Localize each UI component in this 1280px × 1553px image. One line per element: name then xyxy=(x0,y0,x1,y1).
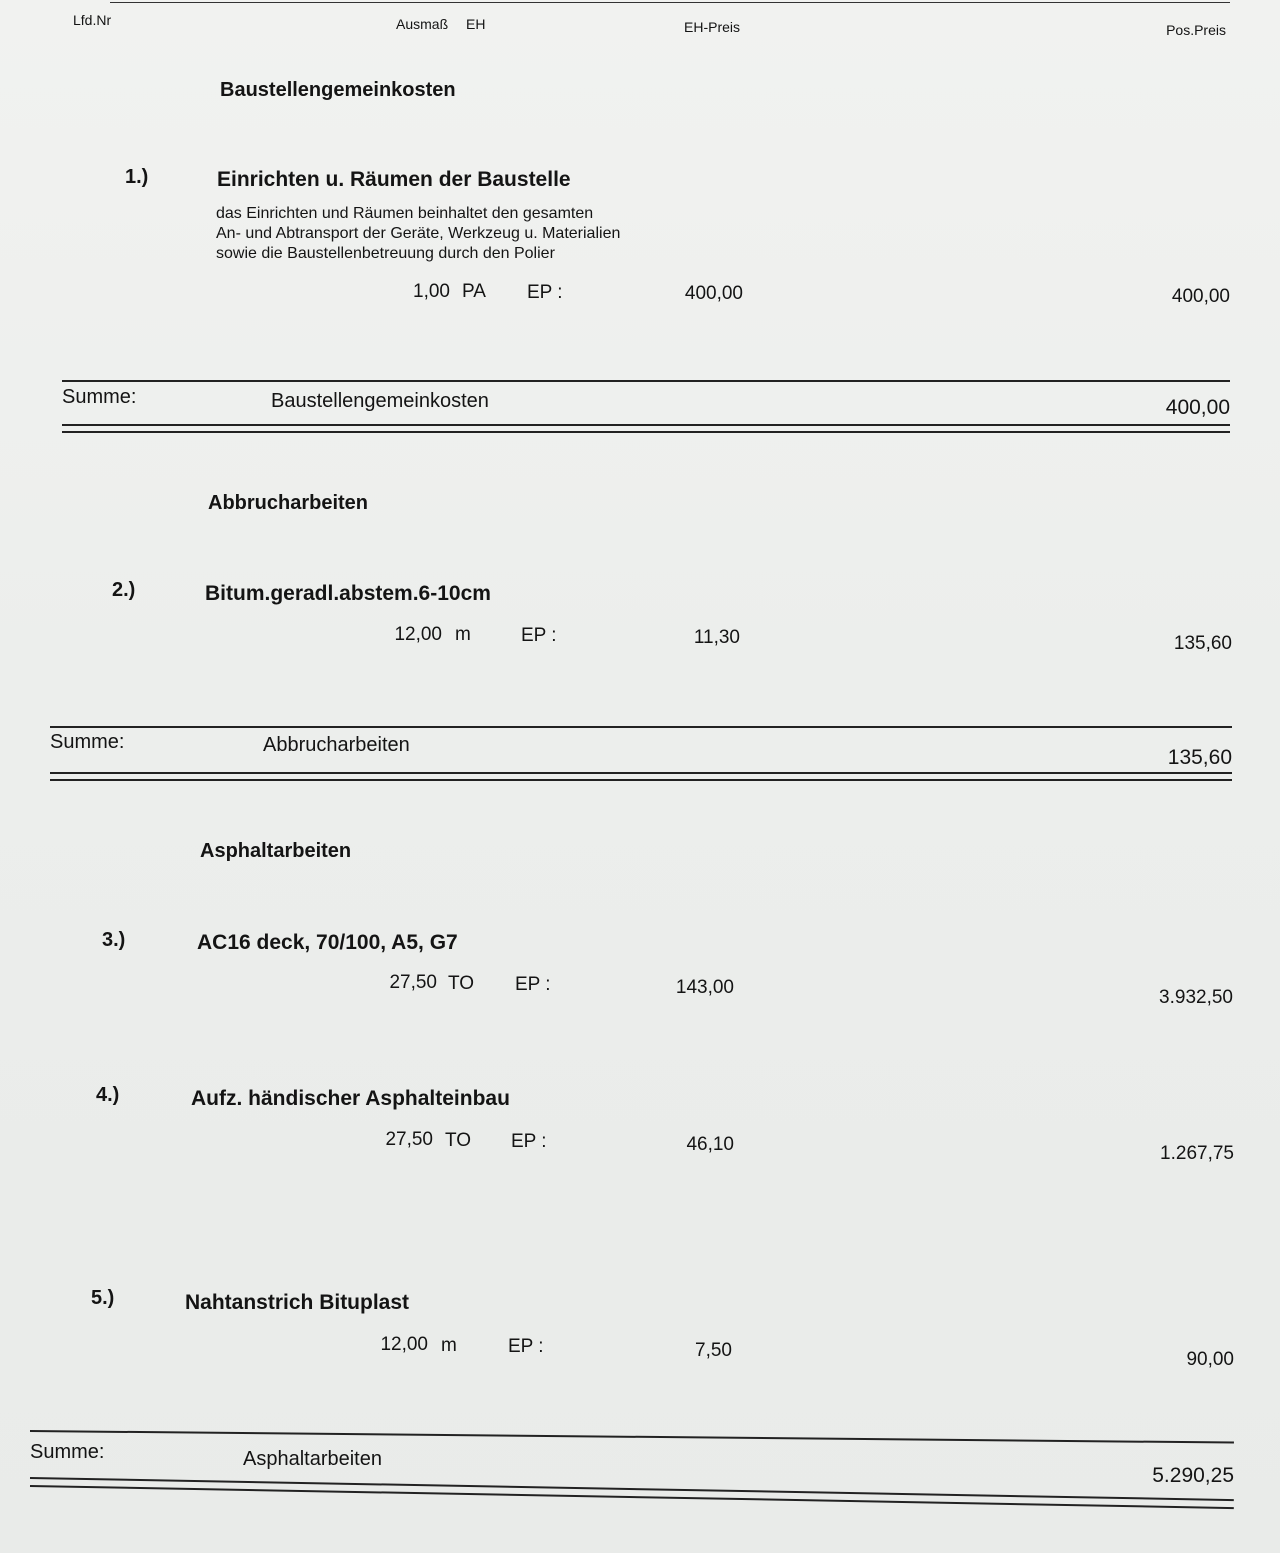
section-title: Baustellengemeinkosten xyxy=(220,79,456,101)
position-title: Einrichten u. Räumen der Baustelle xyxy=(217,168,571,191)
ep-label: EP : xyxy=(511,1131,547,1152)
position-unit: PA xyxy=(462,281,486,302)
top-border-line xyxy=(110,2,1230,3)
position-title: Aufz. händischer Asphalteinbau xyxy=(191,1087,510,1110)
header-col-ehpreis: EH-Preis xyxy=(684,19,741,35)
position-quantity: 27,50 xyxy=(389,972,437,993)
ep-label: EP : xyxy=(521,625,557,646)
header-col-pospreis: Pos.Preis xyxy=(1166,22,1226,38)
ep-label: EP : xyxy=(527,282,563,303)
position-unit: m xyxy=(441,1335,457,1356)
position-unit-price: 11,30 xyxy=(693,627,740,648)
position-description xyxy=(216,204,716,264)
position-number: 5.) xyxy=(91,1287,115,1309)
ep-label: EP : xyxy=(515,974,551,995)
position-number: 3.) xyxy=(102,929,126,951)
description-line: An- und Abtransport der Geräte, Werkzeug u. Materialien xyxy=(216,225,621,242)
sum-double-rule-2 xyxy=(62,431,1230,433)
sum-double-rule-2 xyxy=(50,779,1232,781)
position-quantity: 12,00 xyxy=(380,1334,428,1355)
position-total: 1.267,75 xyxy=(1160,1143,1234,1164)
description-line: das Einrichten und Räumen beinhaltet den gesamten xyxy=(216,205,594,222)
sum-name: Baustellengemeinkosten xyxy=(271,390,489,412)
sum-double-rule-1 xyxy=(50,772,1232,774)
sum-name: Asphaltarbeiten xyxy=(243,1448,382,1470)
position-quantity: 12,00 xyxy=(394,624,442,645)
sum-total: 5.290,25 xyxy=(1152,1464,1234,1487)
position-unit: TO xyxy=(448,973,475,994)
position-unit: TO xyxy=(445,1130,472,1151)
position-quantity: 27,50 xyxy=(385,1129,433,1150)
header-col-nr: Lfd.Nr xyxy=(73,12,112,28)
sum-label: Summe: xyxy=(62,386,137,408)
sum-top-rule xyxy=(62,380,1230,382)
position-number: 2.) xyxy=(112,579,136,601)
ep-label: EP : xyxy=(508,1336,544,1357)
position-quantity: 1,00 xyxy=(413,281,450,302)
sum-double-rule-1 xyxy=(62,424,1230,426)
description-line: sowie die Baustellenbetreuung durch den Polier xyxy=(216,245,555,262)
position-title: Bitum.geradl.abstem.6-10cm xyxy=(205,582,491,605)
section-title: Abbrucharbeiten xyxy=(208,492,369,514)
position-total: 400,00 xyxy=(1171,286,1230,307)
position-total: 90,00 xyxy=(1186,1349,1234,1370)
position-total: 3.932,50 xyxy=(1159,987,1233,1008)
sum-total: 400,00 xyxy=(1165,396,1230,419)
sum-top-rule xyxy=(30,1430,1234,1444)
section-title: Asphaltarbeiten xyxy=(200,840,352,862)
header-col-eh: EH xyxy=(466,16,486,32)
position-title: Nahtanstrich Bituplast xyxy=(185,1291,410,1314)
position-unit-price: 7,50 xyxy=(695,1340,732,1361)
sum-label: Summe: xyxy=(50,731,125,753)
position-title: AC16 deck, 70/100, A5, G7 xyxy=(197,931,458,954)
sum-label: Summe: xyxy=(30,1441,105,1463)
position-number: 1.) xyxy=(125,166,149,188)
sum-total: 135,60 xyxy=(1167,746,1232,769)
position-unit: m xyxy=(455,624,471,645)
position-number: 4.) xyxy=(96,1084,120,1106)
position-unit-price: 143,00 xyxy=(675,977,734,998)
position-unit-price: 46,10 xyxy=(686,1134,734,1155)
position-unit-price: 400,00 xyxy=(684,283,743,304)
sum-top-rule xyxy=(50,726,1232,728)
position-total: 135,60 xyxy=(1173,633,1232,654)
sum-name: Abbrucharbeiten xyxy=(263,734,410,756)
header-col-ausmass: Ausmaß xyxy=(396,16,449,32)
